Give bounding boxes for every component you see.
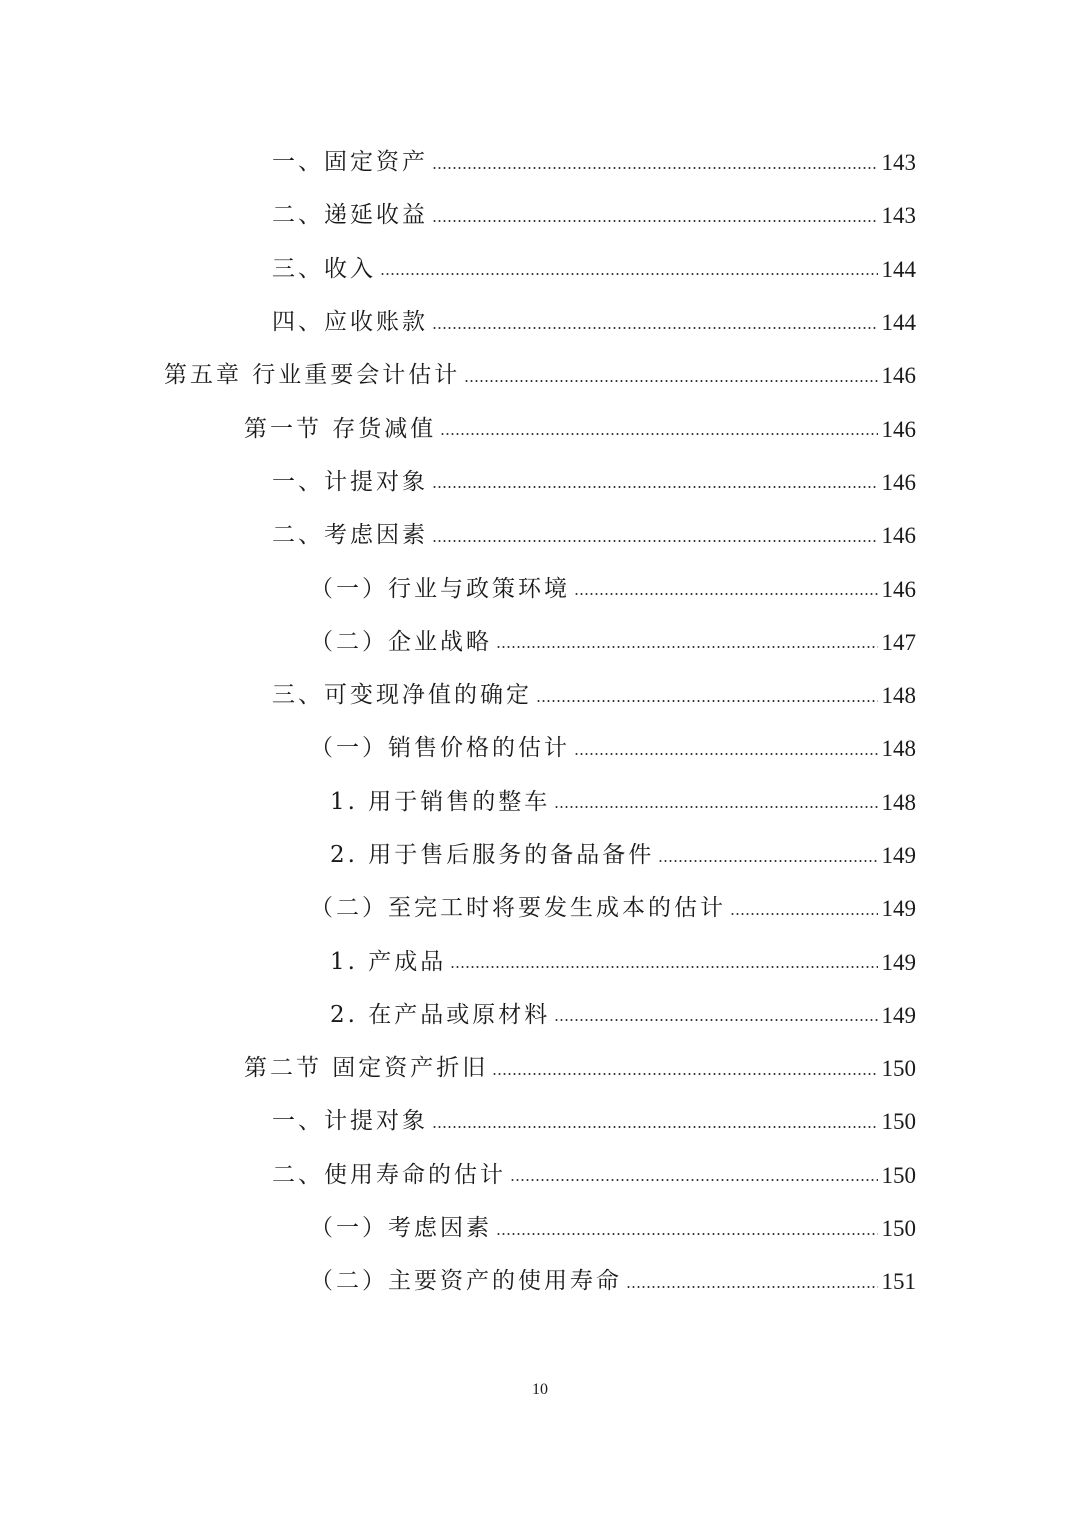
toc-entry-title: 一、计提对象 xyxy=(272,1108,428,1135)
toc-entry xyxy=(0,989,1080,1042)
toc-entry xyxy=(0,1255,1080,1308)
dot-leader xyxy=(536,700,878,702)
toc-entry-title: （二）至完工时将要发生成本的估计 xyxy=(310,895,726,922)
dot-leader xyxy=(450,966,877,968)
toc-entry-title: 二、使用寿命的估计 xyxy=(272,1161,506,1188)
toc-entry-page: 150 xyxy=(881,1162,916,1188)
toc-entry-page: 146 xyxy=(881,363,916,389)
toc-entry-title: 三、收入 xyxy=(272,255,376,282)
dot-leader xyxy=(432,1126,878,1128)
dot-leader xyxy=(730,913,878,915)
toc-entry-title: 1. 用于销售的整车 xyxy=(330,788,551,815)
toc-entry-page: 149 xyxy=(881,843,916,868)
page-number: 10 xyxy=(532,1381,548,1398)
toc-entry-page: 148 xyxy=(881,683,916,709)
dot-leader xyxy=(554,806,877,808)
toc-entry-page: 143 xyxy=(881,150,916,176)
toc-entry xyxy=(0,189,1080,242)
toc-entry xyxy=(0,616,1080,669)
toc-entry-title: 2. 在产品或原材料 xyxy=(330,1001,551,1028)
toc-entry-title: 2. 用于售后服务的备品备件 xyxy=(330,842,655,868)
toc-entry-title: 一、固定资产 xyxy=(272,149,428,176)
toc-entry-page: 143 xyxy=(881,203,916,229)
dot-leader xyxy=(510,1179,878,1181)
toc-entry xyxy=(0,669,1080,722)
toc-entry xyxy=(0,562,1080,615)
dot-leader xyxy=(554,1019,877,1021)
toc-entry-page: 146 xyxy=(881,523,916,549)
toc-entry xyxy=(0,243,1080,296)
toc-entry xyxy=(0,1042,1080,1095)
toc-entry-title: 第一节 存货减值 xyxy=(244,415,437,442)
dot-leader xyxy=(440,433,877,435)
toc-entry xyxy=(0,296,1080,349)
toc-entry xyxy=(0,776,1080,829)
dot-leader xyxy=(574,753,878,755)
table-of-contents xyxy=(0,136,1080,1309)
toc-entry xyxy=(0,402,1080,455)
toc-entry-title: （二）企业战略 xyxy=(310,628,492,655)
toc-entry-page: 151 xyxy=(881,1269,916,1295)
dot-leader xyxy=(432,327,878,329)
toc-entry-page: 144 xyxy=(881,310,916,336)
toc-entry-title: 1. 产成品 xyxy=(330,948,447,975)
toc-entry-page: 148 xyxy=(881,736,916,762)
toc-entry xyxy=(0,349,1080,402)
toc-entry-title: 三、可变现净值的确定 xyxy=(272,682,532,709)
toc-entry-page: 146 xyxy=(881,576,916,602)
dot-leader xyxy=(464,380,877,382)
toc-entry-page: 144 xyxy=(881,256,916,282)
dot-leader xyxy=(380,273,878,275)
toc-entry-title: 二、考虑因素 xyxy=(272,522,428,549)
toc-entry-title: 一、计提对象 xyxy=(272,468,428,495)
toc-entry-title: （二）主要资产的使用寿命 xyxy=(310,1268,622,1295)
dot-leader xyxy=(574,593,878,595)
toc-entry xyxy=(0,456,1080,509)
toc-entry xyxy=(0,829,1080,882)
toc-entry xyxy=(0,1095,1080,1148)
toc-entry-page: 147 xyxy=(881,629,916,655)
dot-leader xyxy=(432,486,878,488)
dot-leader xyxy=(496,1233,878,1235)
toc-entry-title: （一）考虑因素 xyxy=(310,1215,492,1242)
toc-entry xyxy=(0,882,1080,935)
toc-entry-page: 149 xyxy=(881,1002,916,1028)
dot-leader xyxy=(432,167,878,169)
toc-entry xyxy=(0,1202,1080,1255)
toc-entry xyxy=(0,935,1080,988)
toc-entry-page: 146 xyxy=(881,416,916,442)
toc-entry-title: 第二节 固定资产折旧 xyxy=(244,1055,489,1082)
toc-entry-page: 149 xyxy=(881,896,916,922)
toc-entry-page: 150 xyxy=(881,1056,916,1082)
dot-leader xyxy=(432,220,878,222)
toc-entry-page: 148 xyxy=(881,789,916,815)
toc-entry xyxy=(0,136,1080,189)
toc-entry-title: 二、递延收益 xyxy=(272,202,428,229)
dot-leader xyxy=(496,646,878,648)
toc-entry xyxy=(0,509,1080,562)
toc-entry-title: 第五章 行业重要会计估计 xyxy=(164,362,461,389)
toc-entry-page: 146 xyxy=(881,469,916,495)
toc-entry-page: 150 xyxy=(881,1216,916,1242)
toc-entry xyxy=(0,722,1080,775)
dot-leader xyxy=(432,540,878,542)
toc-entry-page: 149 xyxy=(881,949,916,975)
dot-leader xyxy=(658,860,877,862)
toc-entry-title: （一）销售价格的估计 xyxy=(310,735,570,762)
toc-entry xyxy=(0,1149,1080,1202)
dot-leader xyxy=(492,1073,877,1075)
toc-entry-page: 150 xyxy=(881,1109,916,1135)
toc-entry-title: 四、应收账款 xyxy=(272,309,428,336)
dot-leader xyxy=(626,1286,878,1288)
toc-entry-title: （一）行业与政策环境 xyxy=(310,575,570,602)
